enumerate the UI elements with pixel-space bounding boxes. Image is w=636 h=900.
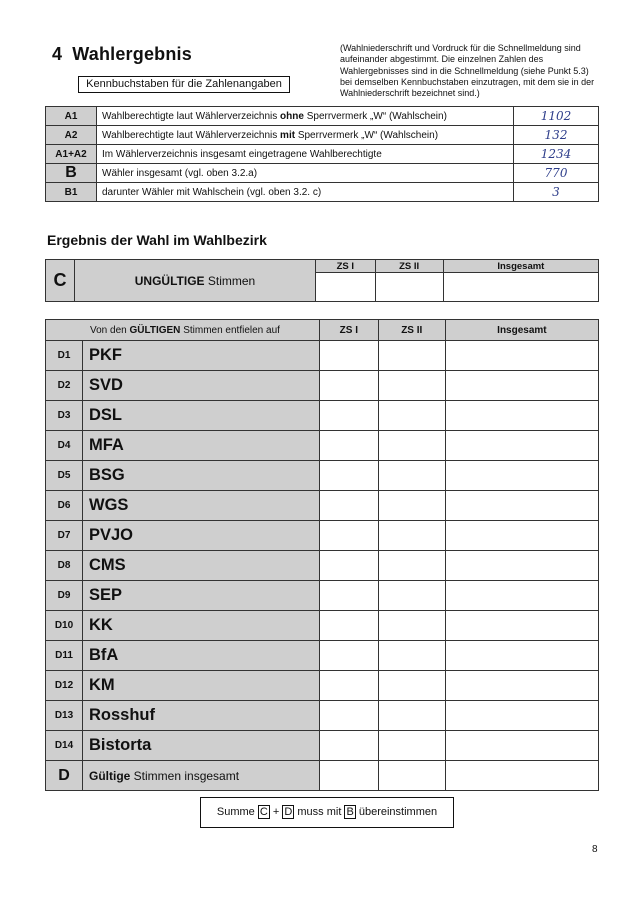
section-title: Wahlergebnis — [72, 44, 192, 64]
summary-row — [46, 183, 599, 202]
invalid-zs2-field[interactable] — [375, 273, 443, 302]
party-row — [46, 641, 599, 671]
party-code: D9 — [46, 581, 83, 611]
total-label: Gültige Stimmen insgesamt — [83, 761, 320, 791]
party-zs2-field[interactable] — [378, 611, 445, 641]
section-number: 4 — [52, 44, 63, 64]
party-code: D5 — [46, 461, 83, 491]
summary-value[interactable]: 132 — [514, 126, 599, 145]
invalid-label: UNGÜLTIGE Stimmen — [75, 260, 316, 302]
explanatory-note: (Wahlniederschrift und Vordruck für die Schnellmeldung sind aufeinander abgestimmt. Die einzelnen Zahlen des Wahlergebnisses sind in die Schnellmeldung (siehe Punkt 5.3) bei demselben Kennbuchstaben einzutragen, mit dem sie in der Wahlniederschrift bezeichnet sind.) — [340, 43, 595, 99]
party-code: D4 — [46, 431, 83, 461]
col-total: Insgesamt — [445, 320, 598, 341]
total-insgesamt-field[interactable] — [445, 761, 598, 791]
party-zs2-field[interactable] — [378, 341, 445, 371]
party-zs1-field[interactable] — [320, 641, 379, 671]
party-zs2-field[interactable] — [378, 641, 445, 671]
party-total-field[interactable] — [445, 521, 598, 551]
summary-row — [46, 164, 599, 183]
party-zs1-field[interactable] — [320, 461, 379, 491]
party-total-field[interactable] — [445, 371, 598, 401]
party-name: SVD — [83, 371, 320, 401]
party-code: D8 — [46, 551, 83, 581]
summary-value[interactable]: 770 — [514, 164, 599, 183]
party-total-field[interactable] — [445, 671, 598, 701]
party-zs1-field[interactable] — [320, 371, 379, 401]
party-name: BSG — [83, 461, 320, 491]
party-name: WGS — [83, 491, 320, 521]
party-total-field[interactable] — [445, 401, 598, 431]
section-heading — [52, 44, 192, 65]
summary-value[interactable]: 1234 — [514, 145, 599, 164]
valid-header: Von den GÜLTIGEN Stimmen entfielen auf — [46, 320, 320, 341]
summary-description: darunter Wähler mit Wahlschein (vgl. oben 3.2. c) — [97, 183, 514, 202]
summary-code: A1 — [46, 107, 97, 126]
summary-row — [46, 145, 599, 164]
summary-code: B — [46, 164, 97, 183]
party-zs2-field[interactable] — [378, 731, 445, 761]
party-total-field[interactable] — [445, 341, 598, 371]
party-zs1-field[interactable] — [320, 611, 379, 641]
party-code: D10 — [46, 611, 83, 641]
party-zs2-field[interactable] — [378, 371, 445, 401]
party-zs1-field[interactable] — [320, 491, 379, 521]
party-zs1-field[interactable] — [320, 581, 379, 611]
party-row — [46, 521, 599, 551]
summary-description: Wahlberechtigte laut Wählerverzeichnis ohne Sperrvermerk „W“ (Wahlschein) — [97, 107, 514, 126]
party-code: D7 — [46, 521, 83, 551]
summary-row — [46, 126, 599, 145]
kennbuchstaben-label: Kennbuchstaben für die Zahlenangaben — [78, 76, 290, 93]
party-name: CMS — [83, 551, 320, 581]
summary-code: A1+A2 — [46, 145, 97, 164]
party-zs2-field[interactable] — [378, 491, 445, 521]
summary-row — [46, 107, 599, 126]
party-total-field[interactable] — [445, 611, 598, 641]
party-zs2-field[interactable] — [378, 551, 445, 581]
party-zs1-field[interactable] — [320, 731, 379, 761]
party-zs1-field[interactable] — [320, 341, 379, 371]
summary-table — [45, 106, 599, 202]
party-row — [46, 401, 599, 431]
party-name: KK — [83, 611, 320, 641]
summary-value[interactable]: 3 — [514, 183, 599, 202]
party-name: MFA — [83, 431, 320, 461]
party-total-field[interactable] — [445, 731, 598, 761]
party-row — [46, 371, 599, 401]
party-zs2-field[interactable] — [378, 401, 445, 431]
invalid-zs1-field[interactable] — [316, 273, 376, 302]
summary-description: Im Wählerverzeichnis insgesamt eingetragene Wahlberechtigte — [97, 145, 514, 164]
party-name: Bistorta — [83, 731, 320, 761]
total-zs2-field[interactable] — [378, 761, 445, 791]
page-number: 8 — [592, 844, 598, 855]
party-row — [46, 431, 599, 461]
summary-description: Wahlberechtigte laut Wählerverzeichnis mit Sperrvermerk „W“ (Wahlschein) — [97, 126, 514, 145]
party-zs2-field[interactable] — [378, 431, 445, 461]
party-name: SEP — [83, 581, 320, 611]
party-name: PKF — [83, 341, 320, 371]
party-row — [46, 581, 599, 611]
party-name: DSL — [83, 401, 320, 431]
party-row — [46, 551, 599, 581]
col-zs1: ZS I — [320, 320, 379, 341]
party-zs1-field[interactable] — [320, 671, 379, 701]
party-code: D11 — [46, 641, 83, 671]
party-zs2-field[interactable] — [378, 581, 445, 611]
sum-check-box: Summe C + D muss mit B übereinstimmen — [200, 797, 454, 828]
party-code: D12 — [46, 671, 83, 701]
party-code: D1 — [46, 341, 83, 371]
party-zs2-field[interactable] — [378, 461, 445, 491]
valid-votes-table — [45, 319, 599, 791]
party-name: BfA — [83, 641, 320, 671]
col-zs1: ZS I — [316, 260, 376, 273]
party-code: D14 — [46, 731, 83, 761]
party-zs2-field[interactable] — [378, 521, 445, 551]
party-total-field[interactable] — [445, 491, 598, 521]
party-total-field[interactable] — [445, 701, 598, 731]
summary-description: Wähler insgesamt (vgl. oben 3.2.a) — [97, 164, 514, 183]
summary-code: A2 — [46, 126, 97, 145]
result-heading: Ergebnis der Wahl im Wahlbezirk — [47, 232, 267, 248]
party-code: D3 — [46, 401, 83, 431]
party-row — [46, 701, 599, 731]
party-total-field[interactable] — [445, 551, 598, 581]
party-name: PVJO — [83, 521, 320, 551]
total-zs1-field[interactable] — [320, 761, 379, 791]
party-row — [46, 671, 599, 701]
party-total-field[interactable] — [445, 461, 598, 491]
invalid-votes-table — [45, 259, 599, 302]
party-zs1-field[interactable] — [320, 551, 379, 581]
party-name: Rosshuf — [83, 701, 320, 731]
party-row — [46, 491, 599, 521]
party-zs2-field[interactable] — [378, 671, 445, 701]
party-code: D6 — [46, 491, 83, 521]
party-code: D2 — [46, 371, 83, 401]
party-name: KM — [83, 671, 320, 701]
party-zs1-field[interactable] — [320, 701, 379, 731]
invalid-total-field[interactable] — [443, 273, 598, 302]
total-code: D — [46, 761, 83, 791]
party-total-field[interactable] — [445, 431, 598, 461]
invalid-code: C — [46, 260, 75, 302]
party-zs1-field[interactable] — [320, 431, 379, 461]
party-zs1-field[interactable] — [320, 401, 379, 431]
col-zs2: ZS II — [378, 320, 445, 341]
party-row — [46, 731, 599, 761]
party-row — [46, 341, 599, 371]
col-total: Insgesamt — [443, 260, 598, 273]
party-zs1-field[interactable] — [320, 521, 379, 551]
party-total-field[interactable] — [445, 581, 598, 611]
party-code: D13 — [46, 701, 83, 731]
party-total-field[interactable] — [445, 641, 598, 671]
summary-value[interactable]: 1102 — [514, 107, 599, 126]
party-row — [46, 611, 599, 641]
party-row — [46, 461, 599, 491]
col-zs2: ZS II — [375, 260, 443, 273]
summary-code: B1 — [46, 183, 97, 202]
party-zs2-field[interactable] — [378, 701, 445, 731]
